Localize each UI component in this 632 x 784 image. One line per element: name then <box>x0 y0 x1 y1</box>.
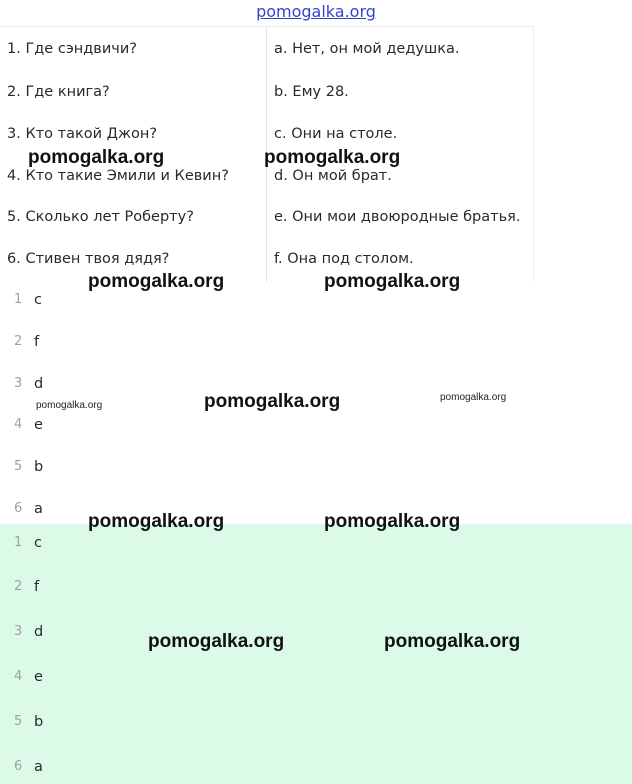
watermark: pomogalka.org <box>28 147 165 168</box>
answer-letter: f <box>34 334 40 350</box>
answer-letter: e <box>34 417 43 433</box>
option-a: a. Нет, он мой дедушка. <box>274 41 460 57</box>
answer-number: 2 <box>14 579 23 594</box>
answer-number: 2 <box>14 334 23 349</box>
question-6: 6. Стивен твоя дядя? <box>7 251 170 267</box>
answer-letter: d <box>34 376 44 392</box>
answer-number: 4 <box>14 669 23 684</box>
option-f: f. Она под столом. <box>274 251 414 267</box>
answer-letter: c <box>34 535 42 551</box>
watermark: pomogalka.org <box>204 391 341 412</box>
question-2: 2. Где книга? <box>7 84 110 100</box>
answer-number: 1 <box>14 535 23 550</box>
watermark: pomogalka.org <box>324 511 461 532</box>
answer-letter: b <box>34 714 44 730</box>
answer-letter: e <box>34 669 43 685</box>
site-header-link[interactable]: pomogalka.org <box>256 2 376 21</box>
answer-letter: c <box>34 292 42 308</box>
answer-number: 5 <box>14 459 23 474</box>
watermark: pomogalka.org <box>148 631 285 652</box>
answer-number: 5 <box>14 714 23 729</box>
question-5: 5. Сколько лет Роберту? <box>7 209 194 225</box>
question-4: 4. Кто такие Эмили и Кевин? <box>7 168 229 184</box>
answer-list-green <box>0 524 632 784</box>
option-e: e. Они мои двоюродные братья. <box>274 209 521 225</box>
option-b: b. Ему 28. <box>274 84 349 100</box>
watermark: pomogalka.org <box>384 631 521 652</box>
answer-letter: b <box>34 459 44 475</box>
question-3: 3. Кто такой Джон? <box>7 126 158 142</box>
answer-number: 4 <box>14 417 23 432</box>
answer-number: 6 <box>14 501 23 516</box>
watermark: pomogalka.org <box>264 147 401 168</box>
watermark: pomogalka.org <box>440 392 507 403</box>
answer-number: 3 <box>14 624 23 639</box>
question-1: 1. Где сэндвичи? <box>7 41 137 57</box>
answer-number: 6 <box>14 759 23 774</box>
option-c: c. Они на столе. <box>274 126 398 142</box>
watermark: pomogalka.org <box>88 271 225 292</box>
answer-letter: f <box>34 579 40 595</box>
watermark: pomogalka.org <box>36 400 103 411</box>
option-d: d. Он мой брат. <box>274 168 392 184</box>
answer-letter: d <box>34 624 44 640</box>
answer-number: 3 <box>14 376 23 391</box>
watermark: pomogalka.org <box>324 271 461 292</box>
watermark: pomogalka.org <box>88 511 225 532</box>
answer-number: 1 <box>14 292 23 307</box>
answer-letter: a <box>34 501 43 517</box>
answer-letter: a <box>34 759 43 775</box>
